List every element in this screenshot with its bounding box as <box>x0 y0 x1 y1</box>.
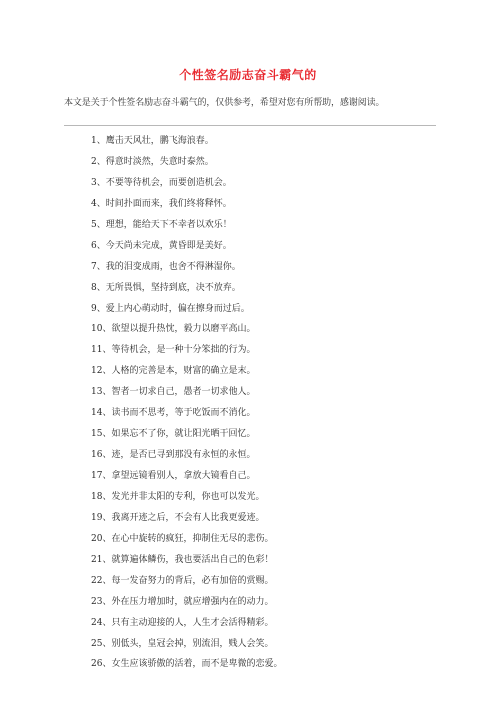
list-item: 7、我的泪变成雨，也舍不得淋湿你。 <box>91 261 241 272</box>
list-item: 6、今天尚未完成，黄昏即是美好。 <box>91 240 232 251</box>
list-item: 8、无所畏惧，坚持到底，决不放弃。 <box>91 282 241 293</box>
list-item: 2、得意时淡然，失意时泰然。 <box>91 156 214 167</box>
document-intro: 本文是关于个性签名励志奋斗霸气的，仅供参考，希望对您有所帮助，感谢阅读。 <box>64 98 385 108</box>
list-item: 15、如果忘不了你，就让阳光晒干回忆。 <box>91 429 256 440</box>
divider <box>64 125 436 126</box>
list-item: 4、时间扑面而来，我们终将释怀。 <box>91 198 232 209</box>
list-item: 9、爱上内心萌动时，偏在擦身而过后。 <box>91 303 250 314</box>
list-item: 23、外在压力增加时，就应增强内在的动力。 <box>91 596 274 607</box>
list-item: 19、我离开迹之后，不会有人比我更爱迹。 <box>91 512 265 523</box>
document-title: 个性签名励志奋斗霸气的 <box>179 68 317 82</box>
list-item: 25、别低头，皇冠会掉，别流泪，贱人会笑。 <box>91 638 274 649</box>
list-item: 18、发光并非太阳的专利，你也可以发光。 <box>91 491 265 502</box>
list-item: 13、智者一切求自己，愚者一切求他人。 <box>91 387 256 398</box>
list-item: 21、就算遍体鳞伤，我也要活出自己的色彩！ <box>91 554 274 565</box>
list-item: 26、女生应该骄傲的活着，而不是卑微的恋爱。 <box>91 659 283 670</box>
list-item: 10、欲望以提升热忱，毅力以磨平高山。 <box>91 324 256 335</box>
list-item: 5、理想，能给天下不幸者以欢乐！ <box>91 219 232 230</box>
list-item: 22、每一发奋努力的背后，必有加倍的赏赐。 <box>91 575 274 586</box>
quote-list <box>91 135 282 679</box>
list-item: 3、不要等待机会，而要创造机会。 <box>91 177 232 188</box>
list-item: 11、等待机会，是一种十分笨拙的行为。 <box>91 345 256 356</box>
list-item: 16、迹，是否已寻到那没有永恒的永恒。 <box>91 450 256 461</box>
list-item: 1、鹰击天风壮，鹏飞海浪春。 <box>91 136 214 146</box>
list-item: 17、拿望远镜看别人，拿放大镜看自己。 <box>91 471 256 481</box>
list-item: 12、人格的完善是本，财富的确立是末。 <box>91 366 256 377</box>
list-item: 24、只有主动迎接的人，人生才会活得精彩。 <box>91 617 274 628</box>
list-item: 14、读书而不思考，等于吃饭而不消化。 <box>91 408 256 419</box>
list-item: 20、在心中旋转的疯狂，抑制住无尽的悲伤。 <box>91 533 274 544</box>
